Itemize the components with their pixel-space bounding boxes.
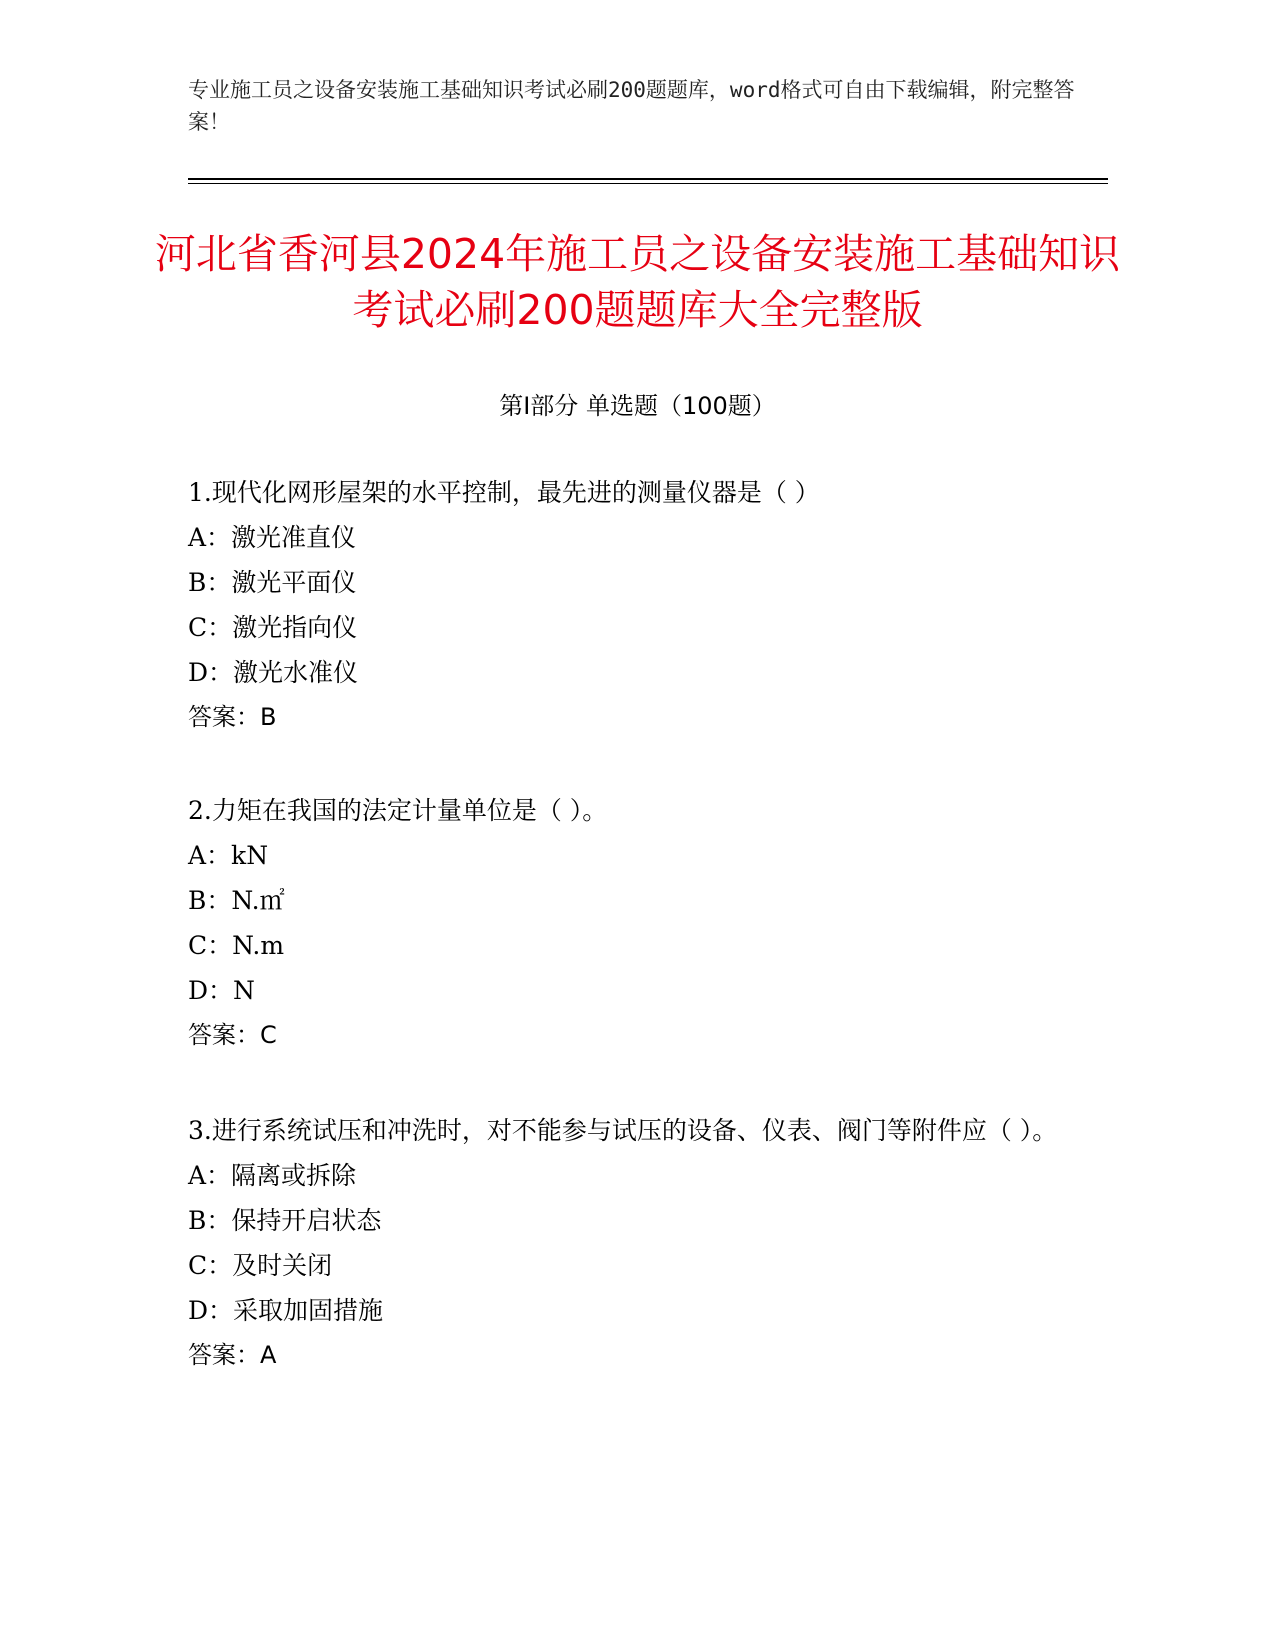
option-c: C：激光指向仪 — [188, 613, 358, 642]
header-note: 专业施工员之设备安装施工基础知识考试必刷200题题库，word格式可自由下载编辑，附完整答案！ — [188, 78, 1075, 134]
option-c: C：及时关闭 — [188, 1251, 333, 1280]
option-a: A：激光准直仪 — [188, 523, 357, 552]
header-divider-thick — [188, 178, 1108, 180]
question-stem: 2.力矩在我国的法定计量单位是（ ）。 — [188, 796, 608, 825]
question-3 — [188, 1108, 1068, 1378]
question-2 — [188, 788, 1068, 1058]
option-b: B：保持开启状态 — [188, 1206, 382, 1235]
option-d: D：采取加固措施 — [188, 1296, 384, 1325]
question-stem: 3.进行系统试压和冲洗时，对不能参与试压的设备、仪表、阀门等附件应（ ）。 — [188, 1116, 1058, 1145]
section-title: 第Ⅰ部分 单选题（100题） — [499, 392, 776, 420]
question-answer: 答案：B — [188, 703, 277, 731]
question-stem: 1.现代化网形屋架的水平控制，最先进的测量仪器是（ ） — [188, 478, 820, 507]
option-b: B：N.㎡ — [188, 886, 285, 915]
question-answer: 答案：C — [188, 1021, 277, 1049]
option-d: D：N — [188, 976, 255, 1005]
option-a: A：隔离或拆除 — [188, 1161, 357, 1190]
question-answer: 答案：A — [188, 1341, 277, 1369]
question-1 — [188, 470, 1068, 740]
option-b: B：激光平面仪 — [188, 568, 357, 597]
header-divider-thin — [188, 183, 1108, 184]
option-c: C：N.m — [188, 931, 285, 960]
option-a: A：kN — [188, 841, 269, 870]
document-title: 河北省香河县2024年施工员之设备安装施工基础知识考试必刷200题题库大全完整版 — [154, 230, 1121, 334]
option-d: D：激光水准仪 — [188, 658, 359, 687]
